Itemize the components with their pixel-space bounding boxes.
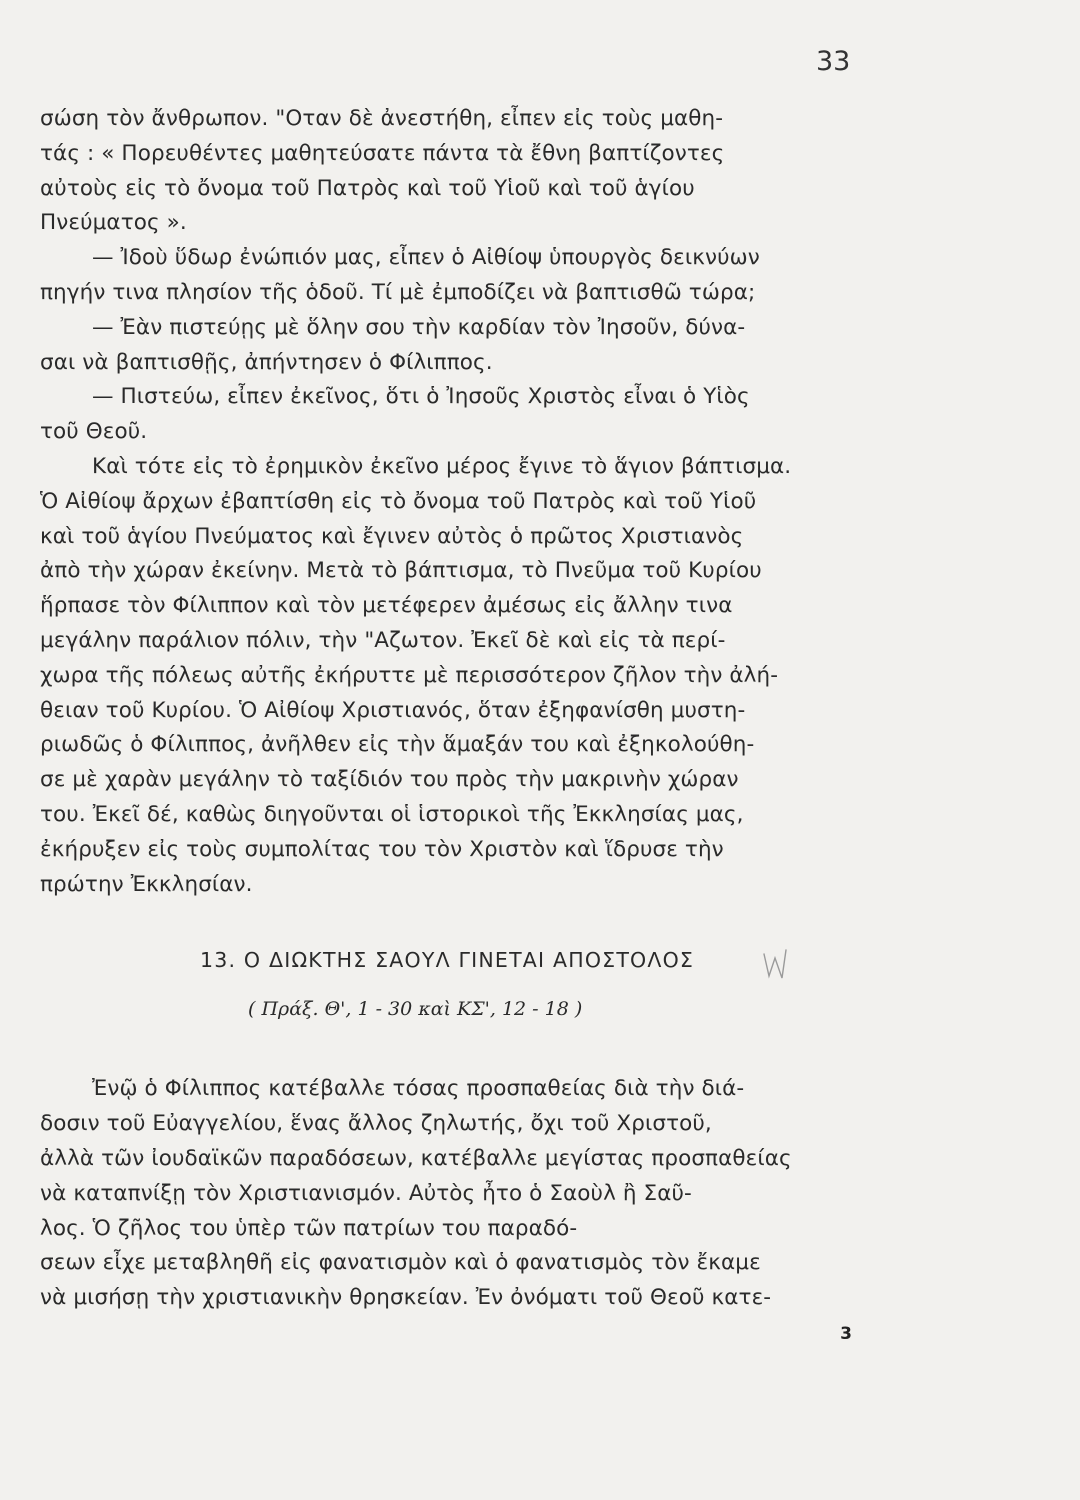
text-line: — Πιστεύω, εἶπεν ἐκεῖνος, ὅτι ὁ Ἰησοῦς Χριστὸς εἶναι ὁ Υἱὸς: [92, 384, 750, 410]
text-line: μεγάλην παράλιον πόλιν, τὴν "Αζωτον. Ἐκεῖ δὲ καὶ εἰς τὰ περί-: [40, 627, 726, 653]
section-reference: ( Πράξ. Θ', 1 - 30 καὶ ΚΣ', 12 - 18 ): [248, 998, 583, 1021]
text-line: — Ἰδοὺ ὕδωρ ἐνώπιόν μας, εἶπεν ὁ Αἰθίοψ ὑπουργὸς δεικνύων: [92, 245, 760, 271]
text-line: νὰ καταπνίξῃ τὸν Χριστιανισμόν. Αὐτὸς ἦτο ὁ Σαοὺλ ἢ Σαῦ-: [40, 1180, 692, 1206]
text-line: χωρα τῆς πόλεως αὐτῆς ἐκήρυττε μὲ περισσότερον ζῆλον τὴν ἀλή-: [40, 662, 779, 688]
text-line: — Ἐὰν πιστεύῃς μὲ ὅλην σου τὴν καρδίαν τὸν Ἰησοῦν, δύνα-: [92, 314, 746, 340]
text-line: Ἐνῷ ὁ Φίλιππος κατέβαλλε τόσας προσπαθείας διὰ τὴν διά-: [92, 1076, 745, 1102]
footer-area: [40, 1316, 892, 1356]
text-line: σε μὲ χαρὰν μεγάλην τὸ ταξίδιόν του πρὸς τὴν μακρινὴν χώραν: [40, 767, 739, 793]
text-line: νὰ μισήσῃ τὴν χριστιανικὴν θρησκείαν. Ἐν ὀνόματι τοῦ Θεοῦ κατε-: [40, 1285, 772, 1311]
text-line: πηγήν τινα πλησίον τῆς ὁδοῦ. Τί μὲ ἐμποδίζει νὰ βαπτισθῶ τώρα;: [40, 279, 756, 305]
text-line: λος. Ὁ ζῆλος του ὑπὲρ τῶν πατρίων του παραδό-: [40, 1215, 578, 1241]
text-line: τοῦ Θεοῦ.: [40, 419, 148, 445]
text-line: Ὁ Αἰθίοψ ἄρχων ἐβαπτίσθη εἰς τὸ ὄνομα τοῦ Πατρὸς καὶ τοῦ Υἱοῦ: [40, 488, 757, 514]
text-line: αὐτοὺς εἰς τὸ ὄνομα τοῦ Πατρὸς καὶ τοῦ Υἱοῦ καὶ τοῦ ἁγίου: [40, 175, 695, 201]
section-title: 13. Ο ΔΙΩΚΤΗΣ ΣΑΟΥΛ ΓΙΝΕΤΑΙ ΑΠΟΣΤΟΛΟΣ: [200, 948, 695, 973]
text-line: του. Ἐκεῖ δέ, καθὼς διηγοῦνται οἱ ἱστορικοὶ τῆς Ἐκκλησίας μας,: [40, 801, 744, 827]
text-line: Καὶ τότε εἰς τὸ ἐρημικὸν ἐκεῖνο μέρος ἔγινε τὸ ἅγιον βάπτισμα.: [92, 453, 792, 479]
text-line: σεων εἶχε μεταβληθῆ εἰς φανατισμὸν καὶ ὁ φανατισμὸς τὸν ἔκαμε: [40, 1250, 761, 1276]
text-line: πρώτην Ἐκκλησίαν.: [40, 871, 253, 897]
text-line: ἀλλὰ τῶν ἰουδαϊκῶν παραδόσεων, κατέβαλλε μεγίστας προσπαθείας: [40, 1145, 792, 1171]
text-line: ριωδῶς ὁ Φίλιππος, ἀνῆλθεν εἰς τὴν ἅμαξάν του καὶ ἐξηκολούθη-: [40, 732, 755, 758]
text-line: δοσιν τοῦ Εὐαγγελίου, ἕνας ἄλλος ζηλωτής, ὄχι τοῦ Χριστοῦ,: [40, 1111, 712, 1137]
signature-mark: 3: [840, 1323, 852, 1344]
text-line: ἥρπασε τὸν Φίλιππον καὶ τὸν μετέφερεν ἀμέσως εἰς ἄλλην τινα: [40, 593, 733, 619]
page-number: 33: [816, 46, 851, 77]
text-line: Πνεύματος ».: [40, 210, 187, 236]
text-line: καὶ τοῦ ἁγίου Πνεύματος καὶ ἔγινεν αὐτὸς ὁ πρῶτος Χριστιανὸς: [40, 523, 744, 549]
text-line: σαι νὰ βαπτισθῇς, ἀπήντησεν ὁ Φίλιππος.: [40, 349, 493, 375]
text-line: ἀπὸ τὴν χώραν ἐκείνην. Μετὰ τὸ βάπτισμα, τὸ Πνεῦμα τοῦ Κυρίου: [40, 558, 762, 584]
paragraph-block-top: [40, 102, 892, 1356]
text-line: σώση τὸν ἄνθρωπον. "Οταν δὲ ἀνεστήθη, εἶπεν εἰς τοὺς μαθη-: [40, 106, 724, 131]
text-line: θειαν τοῦ Κυρίου. Ὁ Αἰθίοψ Χριστιανός, ὅταν ἐξηφανίσθη μυστη-: [40, 697, 746, 723]
section-heading-block: [40, 902, 892, 1072]
pencil-mark: [758, 944, 792, 984]
text-line: τάς : « Πορευθέντες μαθητεύσατε πάντα τὰ ἔθνη βαπτίζοντες: [40, 140, 725, 166]
text-line: ἐκήρυξεν εἰς τοὺς συμπολίτας του τὸν Χριστὸν καὶ ἵδρυσε τὴν: [40, 836, 724, 862]
